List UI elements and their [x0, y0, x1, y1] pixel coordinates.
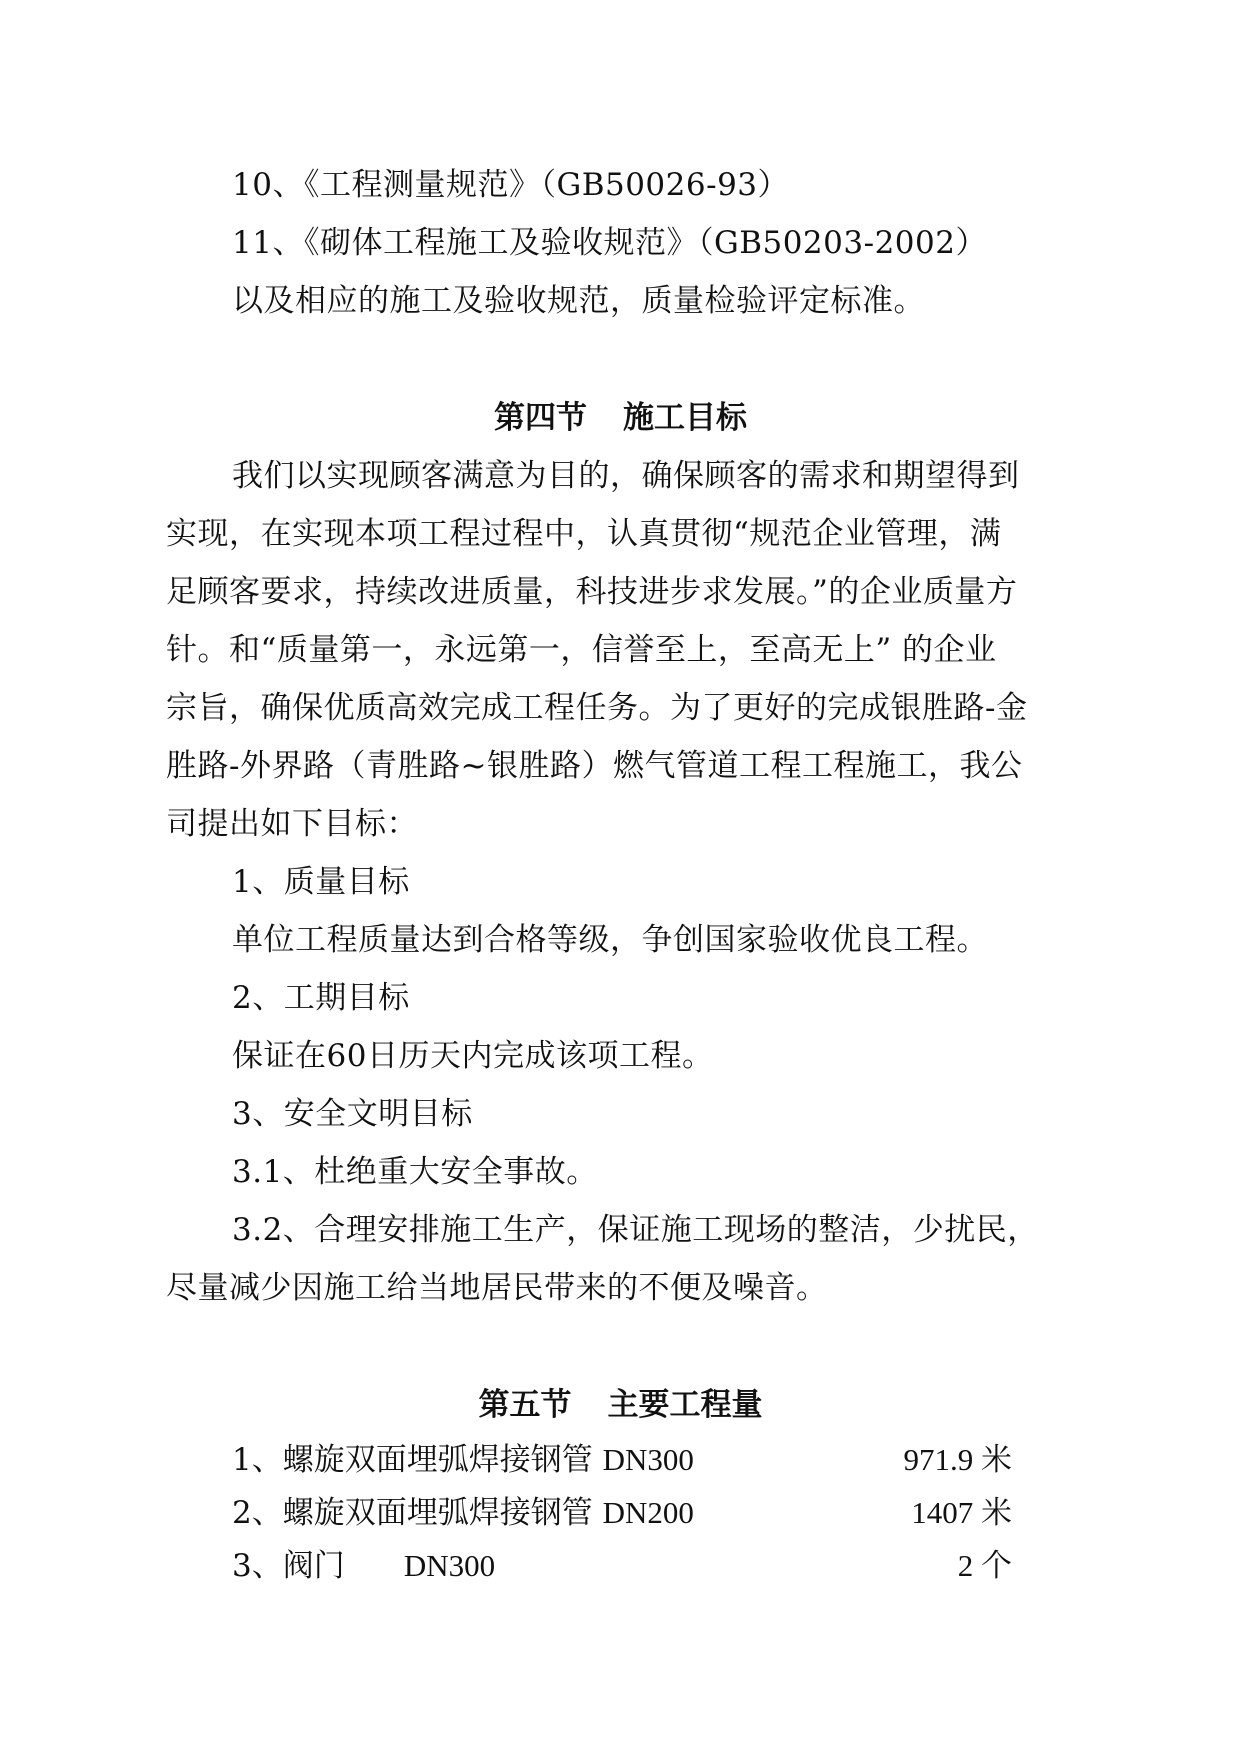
- section-5-title: 主要工程量: [607, 1387, 763, 1423]
- quantity-item-name: 3、阀门: [232, 1548, 404, 1584]
- section-4-para-line-1: 我们以实现顾客满意为目的，确保顾客的需求和期望得到: [232, 458, 1020, 494]
- section-5-heading: [0, 1385, 1241, 1425]
- reference-summary: 以及相应的施工及验收规范，质量检验评定标准。: [232, 283, 925, 319]
- quantity-unit: 个: [981, 1548, 1012, 1584]
- schedule-goal-title: 2、工期目标: [232, 980, 410, 1016]
- quantity-item-spec: DN300: [403, 1548, 496, 1583]
- section-4-para-line-5: 宗旨，确保优质高效完成工程任务。为了更好的完成银胜路-金: [166, 690, 1028, 726]
- section-5-number: 第五节: [478, 1387, 572, 1423]
- safety-goal-item-2-line-2: 尽量减少因施工给当地居民带来的不便及噪音。: [166, 1270, 828, 1306]
- quality-goal-title: 1、质量目标: [232, 864, 410, 900]
- quantity-row: [232, 1493, 1012, 1533]
- section-4-title: 施工目标: [623, 400, 747, 436]
- quantity-row: [232, 1546, 1012, 1586]
- quality-goal-text: 单位工程质量达到合格等级，争创国家验收优良工程。: [232, 922, 988, 958]
- quantity-value: 2: [957, 1548, 974, 1583]
- quantity-item-spec: DN200: [602, 1495, 694, 1530]
- section-4-para-line-3: 足顾客要求，持续改进质量，科技进步求发展。”的企业质量方: [166, 574, 1018, 610]
- quantity-item-name: 2、螺旋双面埋弧焊接钢管: [232, 1495, 603, 1531]
- quantity-value: 1407: [911, 1495, 974, 1530]
- reference-item-10: 10、《工程测量规范》（GB50026-93）: [232, 167, 790, 203]
- quantity-item-name: 1、螺旋双面埋弧焊接钢管: [232, 1442, 603, 1478]
- section-4-heading: [0, 398, 1241, 438]
- section-4-para-line-4: 针。和“质量第一，永远第一，信誉至上，至高无上” 的企业: [166, 632, 997, 668]
- quantity-amount: [958, 1546, 1012, 1586]
- schedule-goal-text: 保证在60日历天内完成该项工程。: [232, 1038, 714, 1074]
- safety-goal-item-2-line-1: 3.2、合理安排施工生产，保证施工现场的整洁，少扰民，: [232, 1212, 1039, 1248]
- quantity-item: [232, 1440, 694, 1480]
- quantity-item: [232, 1546, 495, 1586]
- section-4-para-line-6: 胜路-外界路（青胜路~银胜路）燃气管道工程工程施工，我公: [166, 748, 1023, 784]
- safety-goal-item-1: 3.1、杜绝重大安全事故。: [232, 1154, 598, 1190]
- quantity-unit: 米: [981, 1442, 1012, 1478]
- quantity-item: [232, 1493, 694, 1533]
- quantity-amount: [904, 1440, 1013, 1480]
- quantity-row: [232, 1440, 1012, 1480]
- section-4-number: 第四节: [494, 400, 587, 436]
- safety-goal-title: 3、安全文明目标: [232, 1096, 473, 1132]
- quantity-unit: 米: [981, 1495, 1012, 1531]
- section-4-para-line-2: 实现，在实现本项工程过程中，认真贯彻“规范企业管理，满: [166, 516, 1002, 552]
- reference-item-11: 11、《砌体工程施工及验收规范》（GB50203-2002）: [232, 225, 987, 261]
- quantity-value: 971.9: [903, 1442, 974, 1477]
- quantity-item-spec: DN300: [602, 1442, 694, 1477]
- quantity-amount: [911, 1493, 1012, 1533]
- section-4-para-line-7: 司提出如下目标：: [166, 806, 418, 842]
